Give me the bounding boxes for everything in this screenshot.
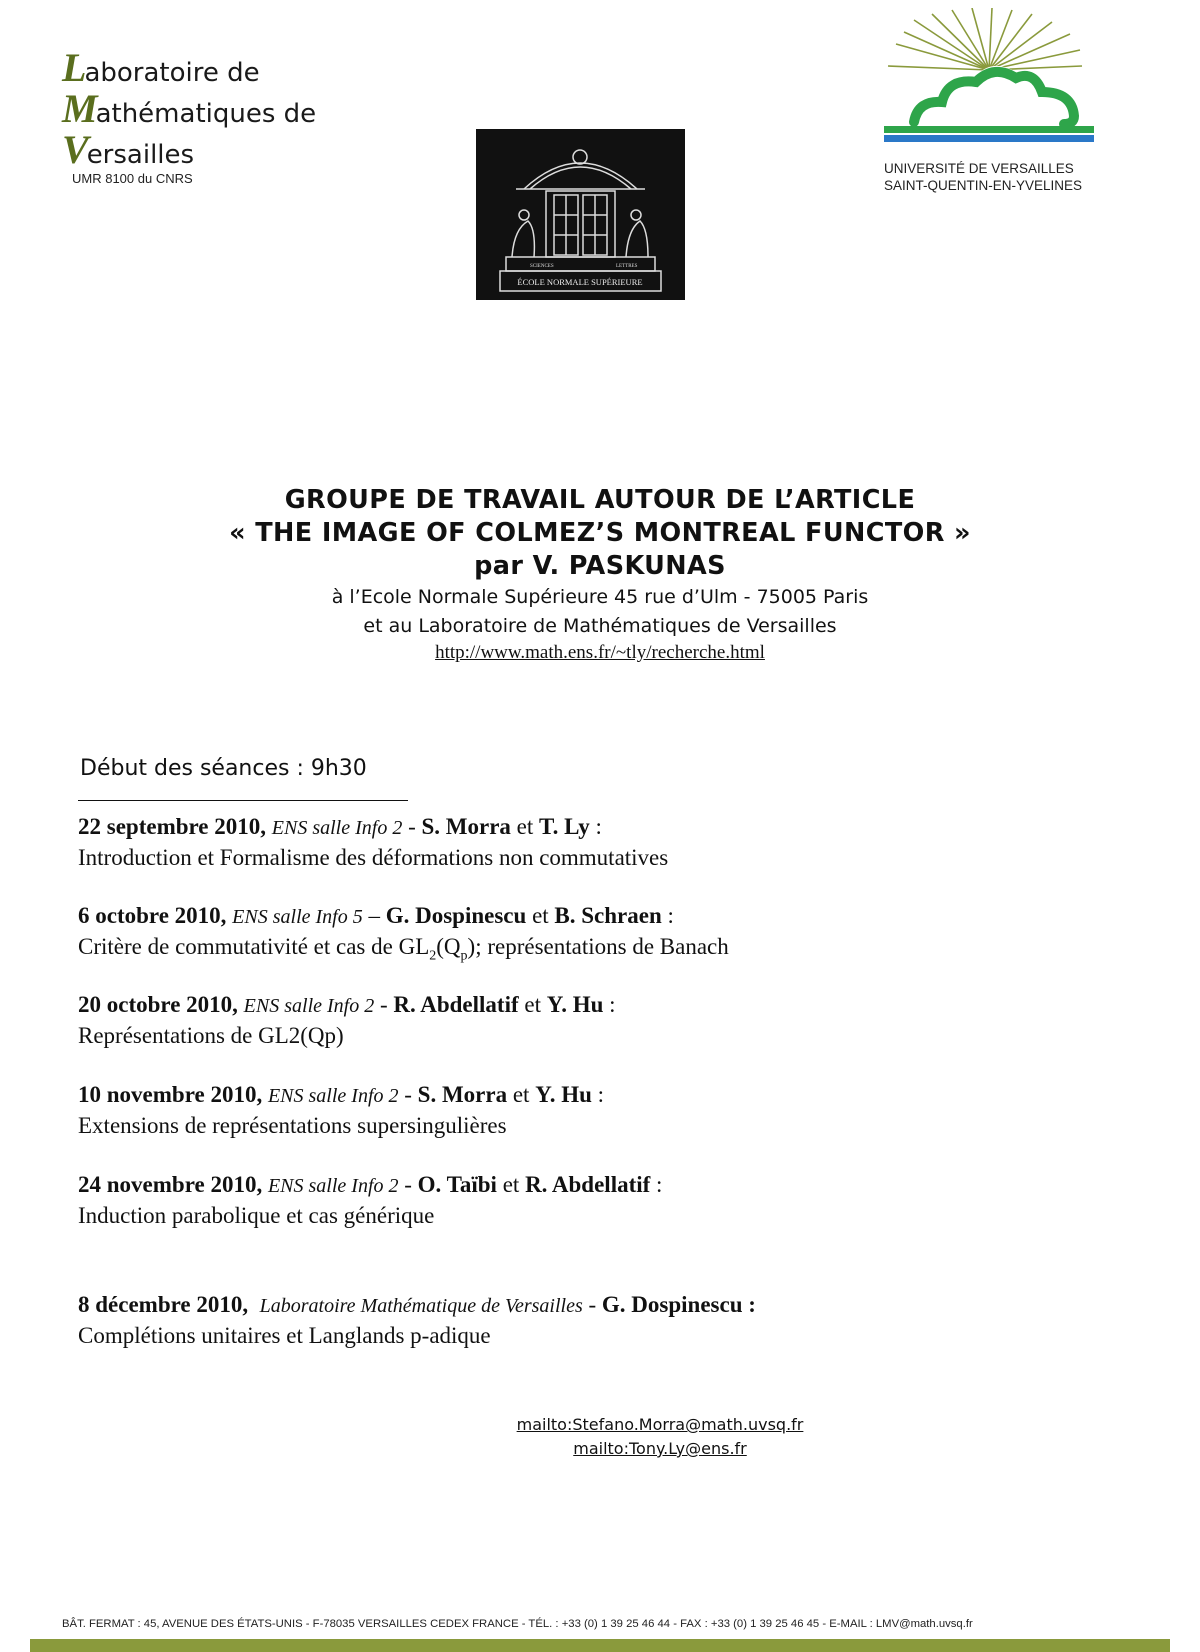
session-item bbox=[78, 1080, 1138, 1141]
session-colon: : bbox=[603, 992, 616, 1017]
session-separator: – bbox=[362, 903, 386, 928]
session-date: 22 septembre 2010, bbox=[78, 814, 267, 839]
mail-link-morra[interactable]: mailto:Stefano.Morra@math.uvsq.fr bbox=[516, 1415, 804, 1434]
session-speaker: Y. Hu bbox=[546, 992, 604, 1017]
mail-link-ly[interactable]: mailto:Tony.Ly@ens.fr bbox=[573, 1439, 747, 1458]
session-item bbox=[78, 901, 1138, 972]
session-place: Laboratoire Mathématique de Versailles bbox=[259, 1295, 583, 1317]
session-separator: - bbox=[402, 814, 422, 839]
session-topic: Complétions unitaires et Langlands p-adique bbox=[78, 1323, 491, 1348]
university-name bbox=[884, 160, 1094, 194]
session-separator: - bbox=[374, 992, 394, 1017]
session-speaker: R. Abdellatif bbox=[393, 992, 519, 1017]
footer-address: BÂT. FERMAT : 45, AVENUE DES ÉTATS-UNIS - F-78035 VERSAILLES CEDEX FRANCE - TÉL. : +33 (0) 1 39 25 46 44 - FAX : +33 (0) 1 39 25 46 45 - E-MAIL : LMV@math.uvsq.fr bbox=[62, 1618, 973, 1630]
logo-initial-l: L bbox=[62, 45, 85, 90]
session-colon: : bbox=[650, 1172, 663, 1197]
title-line3: par V. PASKUNAS bbox=[474, 551, 726, 581]
session-item bbox=[78, 1170, 1138, 1231]
session-colon: : bbox=[591, 1082, 605, 1107]
session-speaker: G. Dospinescu : bbox=[601, 1292, 756, 1317]
session-topic: Induction parabolique et cas générique bbox=[78, 1203, 435, 1228]
title-block bbox=[0, 484, 1200, 665]
university-line1: UNIVERSITÉ DE VERSAILLES bbox=[884, 161, 1074, 176]
topic-subscript: 2 bbox=[429, 948, 437, 964]
recherche-link[interactable]: http://www.math.ens.fr/~tly/recherche.html bbox=[435, 642, 765, 663]
logo-umr: UMR 8100 du CNRS bbox=[72, 171, 193, 186]
session-date: 10 novembre 2010, bbox=[78, 1082, 263, 1107]
session-place: ENS salle Info 5 bbox=[232, 906, 363, 928]
university-logo bbox=[884, 8, 1094, 134]
session-topic: Représentations de GL2(Qp) bbox=[78, 1023, 344, 1048]
session-topic: Extensions de représentations supersingulières bbox=[78, 1113, 507, 1138]
logo-initial-v: V bbox=[62, 127, 87, 172]
ens-logo bbox=[476, 129, 685, 300]
lab-logo bbox=[62, 45, 362, 186]
debut-heading: Début des séances : 9h30 bbox=[80, 756, 367, 781]
session-item bbox=[78, 812, 1138, 873]
session-place: ENS salle Info 2 bbox=[267, 1175, 399, 1197]
session-place: ENS salle Info 2 bbox=[267, 1085, 399, 1107]
session-colon: : bbox=[589, 814, 602, 839]
ens-building-icon bbox=[476, 129, 685, 300]
logo-line2: athématiques de bbox=[95, 99, 317, 129]
session-separator: - bbox=[398, 1082, 418, 1107]
session-date: 24 novembre 2010, bbox=[78, 1172, 263, 1197]
session-speaker: T. Ly bbox=[539, 814, 590, 839]
sun-cloud-icon bbox=[884, 8, 1094, 153]
session-speaker: R. Abdellatif bbox=[525, 1172, 651, 1197]
topic-text: ); représentations de Banach bbox=[467, 934, 729, 959]
session-speaker: S. Morra bbox=[417, 1082, 508, 1107]
topic-text: Critère de commutativité et cas de GL bbox=[78, 934, 430, 959]
title-address: à l’Ecole Normale Supérieure 45 rue d’Ulm - 75005 Paris bbox=[331, 586, 869, 608]
session-separator: - bbox=[398, 1172, 418, 1197]
topic-subscript: p bbox=[460, 948, 468, 964]
divider bbox=[78, 800, 408, 801]
session-and: et bbox=[518, 992, 547, 1017]
session-speaker: O. Taïbi bbox=[417, 1172, 497, 1197]
contacts bbox=[0, 1413, 1200, 1461]
ens-label-lettres: LETTRES bbox=[616, 264, 638, 269]
topic-text: (Q bbox=[436, 934, 461, 959]
ens-caption: ÉCOLE NORMALE SUPÉRIEURE bbox=[517, 277, 643, 287]
session-topic: Introduction et Formalisme des déformations non commutatives bbox=[78, 845, 669, 870]
title-line2: « THE IMAGE OF COLMEZ’S MONTREAL FUNCTOR » bbox=[229, 518, 971, 548]
footer-bar bbox=[30, 1639, 1170, 1652]
session-speaker: Y. Hu bbox=[535, 1082, 592, 1107]
session-item bbox=[78, 990, 1138, 1051]
logo-initial-m: M bbox=[62, 86, 96, 131]
session-separator: - bbox=[582, 1292, 602, 1317]
session-and: et bbox=[510, 814, 540, 839]
session-place: ENS salle Info 2 bbox=[271, 817, 403, 839]
session-place: ENS salle Info 2 bbox=[243, 995, 375, 1017]
title-line1: GROUPE DE TRAVAIL AUTOUR DE L’ARTICLE bbox=[284, 485, 916, 515]
session-and: et bbox=[526, 903, 555, 928]
session-item bbox=[78, 1290, 1138, 1351]
session-speaker: B. Schraen bbox=[554, 903, 662, 928]
ens-label-sciences: SCIENCES bbox=[530, 264, 554, 269]
logo-line3: ersailles bbox=[86, 140, 195, 170]
session-speaker: S. Morra bbox=[421, 814, 511, 839]
session-topic bbox=[78, 932, 1138, 972]
logo-line1: aboratoire de bbox=[84, 58, 260, 88]
session-date: 6 octobre 2010, bbox=[78, 903, 227, 928]
session-speaker: G. Dospinescu bbox=[385, 903, 527, 928]
title-lab: et au Laboratoire de Mathématiques de Versailles bbox=[363, 615, 837, 637]
university-line2: SAINT-QUENTIN-EN-YVELINES bbox=[884, 178, 1083, 193]
session-and: et bbox=[507, 1082, 536, 1107]
session-date: 20 octobre 2010, bbox=[78, 992, 238, 1017]
session-date: 8 décembre 2010, bbox=[78, 1292, 249, 1317]
session-colon: : bbox=[661, 903, 674, 928]
session-and: et bbox=[496, 1172, 526, 1197]
